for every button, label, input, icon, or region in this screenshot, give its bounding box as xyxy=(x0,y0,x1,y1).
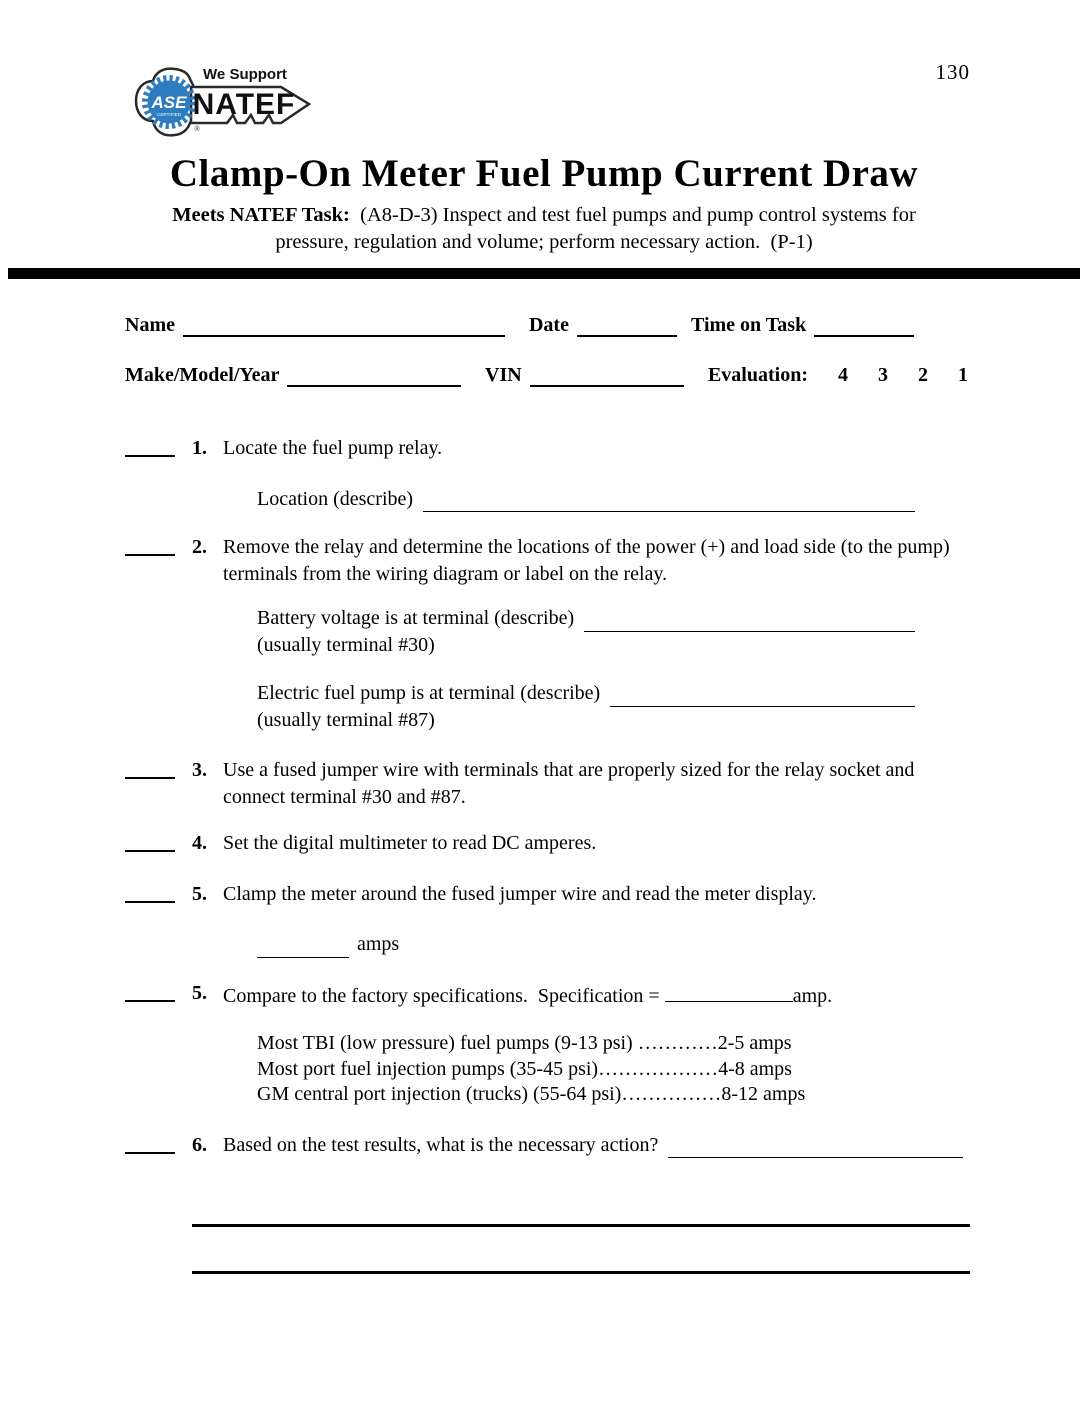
step-5b-text xyxy=(223,980,963,1010)
make-model-year-label: Make/Model/Year xyxy=(125,364,280,386)
step-1 xyxy=(125,435,963,462)
spec-line-gm: GM central port injection (trucks) (55-64 psi)……………8-12 amps xyxy=(257,1083,806,1105)
evaluation-value-4: 4 xyxy=(838,364,848,386)
spec-line-tbi: Most TBI (low pressure) fuel pumps (9-13 psi) …………2-5 amps xyxy=(257,1032,792,1054)
pump-terminal-blank xyxy=(610,685,915,707)
location-describe-blank xyxy=(423,490,915,512)
battery-terminal-row xyxy=(257,605,915,632)
step-5b xyxy=(125,980,963,1010)
key-logo-graphic xyxy=(133,55,318,150)
step-2 xyxy=(125,534,963,587)
header-divider-rule xyxy=(8,268,1080,279)
date-blank xyxy=(577,313,677,337)
battery-terminal-blank xyxy=(584,610,915,632)
evaluation-value-1: 1 xyxy=(958,364,968,386)
necessary-action-blank xyxy=(668,1136,963,1158)
registered-mark: ® xyxy=(194,126,200,133)
answer-line-2 xyxy=(192,1271,970,1274)
date-label: Date xyxy=(528,314,569,336)
step-5-text: Clamp the meter around the fused jumper wire and read the meter display. xyxy=(223,882,817,905)
step-3-number: 3. xyxy=(192,759,207,781)
step-4-number: 4. xyxy=(192,832,207,854)
ase-certified-text: CERTIFIED xyxy=(157,112,181,117)
name-label: Name xyxy=(125,314,175,336)
step-2-text: Remove the relay and determine the locations of the power (+) and load side (to the pump) terminals from the wiring diagram or label on the relay. xyxy=(223,536,955,585)
specification-blank xyxy=(665,980,793,1002)
step-6 xyxy=(125,1132,963,1159)
student-info-row xyxy=(125,313,968,337)
spec-line-port: Most port fuel injection pumps (35-45 psi)………………4-8 amps xyxy=(257,1057,792,1080)
spec-table xyxy=(257,1031,1088,1108)
time-on-task-label: Time on Task xyxy=(690,314,807,336)
name-blank xyxy=(183,313,505,337)
pump-terminal-note: (usually terminal #87) xyxy=(257,708,435,731)
natef-ase-logo xyxy=(133,55,318,150)
step-6-number: 6. xyxy=(192,1133,207,1156)
step-5-number: 5. xyxy=(192,882,207,905)
location-describe-row xyxy=(257,486,915,513)
step-5b-check-blank xyxy=(125,980,175,1002)
evaluation-label: Evaluation: xyxy=(707,364,808,386)
pump-terminal-row xyxy=(257,680,915,707)
amps-label: amps xyxy=(357,933,400,955)
natef-task-text1: (A8-D-3) Inspect and test fuel pumps and pump control systems for xyxy=(360,204,916,226)
step-5b-number: 5. xyxy=(192,981,207,1004)
natef-task-line2: pressure, regulation and volume; perform necessary action. (P-1) xyxy=(275,231,813,253)
pump-terminal-label: Electric fuel pump is at terminal (describe) xyxy=(257,682,601,704)
natef-task-line1 xyxy=(0,202,1088,229)
document-title: Clamp-On Meter Fuel Pump Current Draw xyxy=(169,152,919,195)
vin-label: VIN xyxy=(485,364,522,386)
step-5-check-blank xyxy=(125,881,175,903)
location-describe-label: Location (describe) xyxy=(257,487,414,510)
step-4-check-blank xyxy=(125,830,175,852)
battery-terminal-label: Battery voltage is at terminal (describe) xyxy=(257,607,575,629)
step-6-text: Based on the test results, what is the necessary action? xyxy=(223,1133,659,1156)
step-4 xyxy=(125,830,963,857)
amps-blank xyxy=(257,936,349,958)
step-6-check-blank xyxy=(125,1132,175,1154)
time-on-task-blank xyxy=(814,313,914,337)
page-number: 130 xyxy=(935,60,970,84)
specification-prefix: Compare to the factory specifications. Specification = xyxy=(223,984,665,1007)
ase-text: ASE xyxy=(151,93,187,112)
step-2-check-blank xyxy=(125,534,175,556)
vin-blank xyxy=(530,363,684,387)
step-5 xyxy=(125,881,963,908)
we-support-text: We Support xyxy=(203,66,287,83)
battery-terminal-note: (usually terminal #30) xyxy=(257,633,435,656)
step-1-text: Locate the fuel pump relay. xyxy=(223,437,443,459)
step-6-row xyxy=(223,1132,963,1159)
make-model-year-blank xyxy=(287,363,461,387)
step-4-text: Set the digital multimeter to read DC amperes. xyxy=(223,832,597,854)
step-3-text: Use a fused jumper wire with terminals that are properly sized for the relay socket and connect terminal #30 and #87. xyxy=(223,759,920,808)
evaluation-value-2: 2 xyxy=(918,364,928,386)
vehicle-info-row xyxy=(125,363,968,387)
amps-reading-row xyxy=(257,931,915,958)
natef-task-label: Meets NATEF Task: xyxy=(172,204,361,226)
step-2-number: 2. xyxy=(192,536,207,558)
natef-text: NATEF xyxy=(192,88,296,121)
step-1-check-blank xyxy=(125,435,175,457)
evaluation-value-3: 3 xyxy=(878,364,888,386)
answer-line-1 xyxy=(192,1224,970,1227)
step-3 xyxy=(125,757,963,810)
step-3-check-blank xyxy=(125,757,175,779)
specification-suffix: amp. xyxy=(792,984,833,1007)
step-1-number: 1. xyxy=(192,437,207,459)
